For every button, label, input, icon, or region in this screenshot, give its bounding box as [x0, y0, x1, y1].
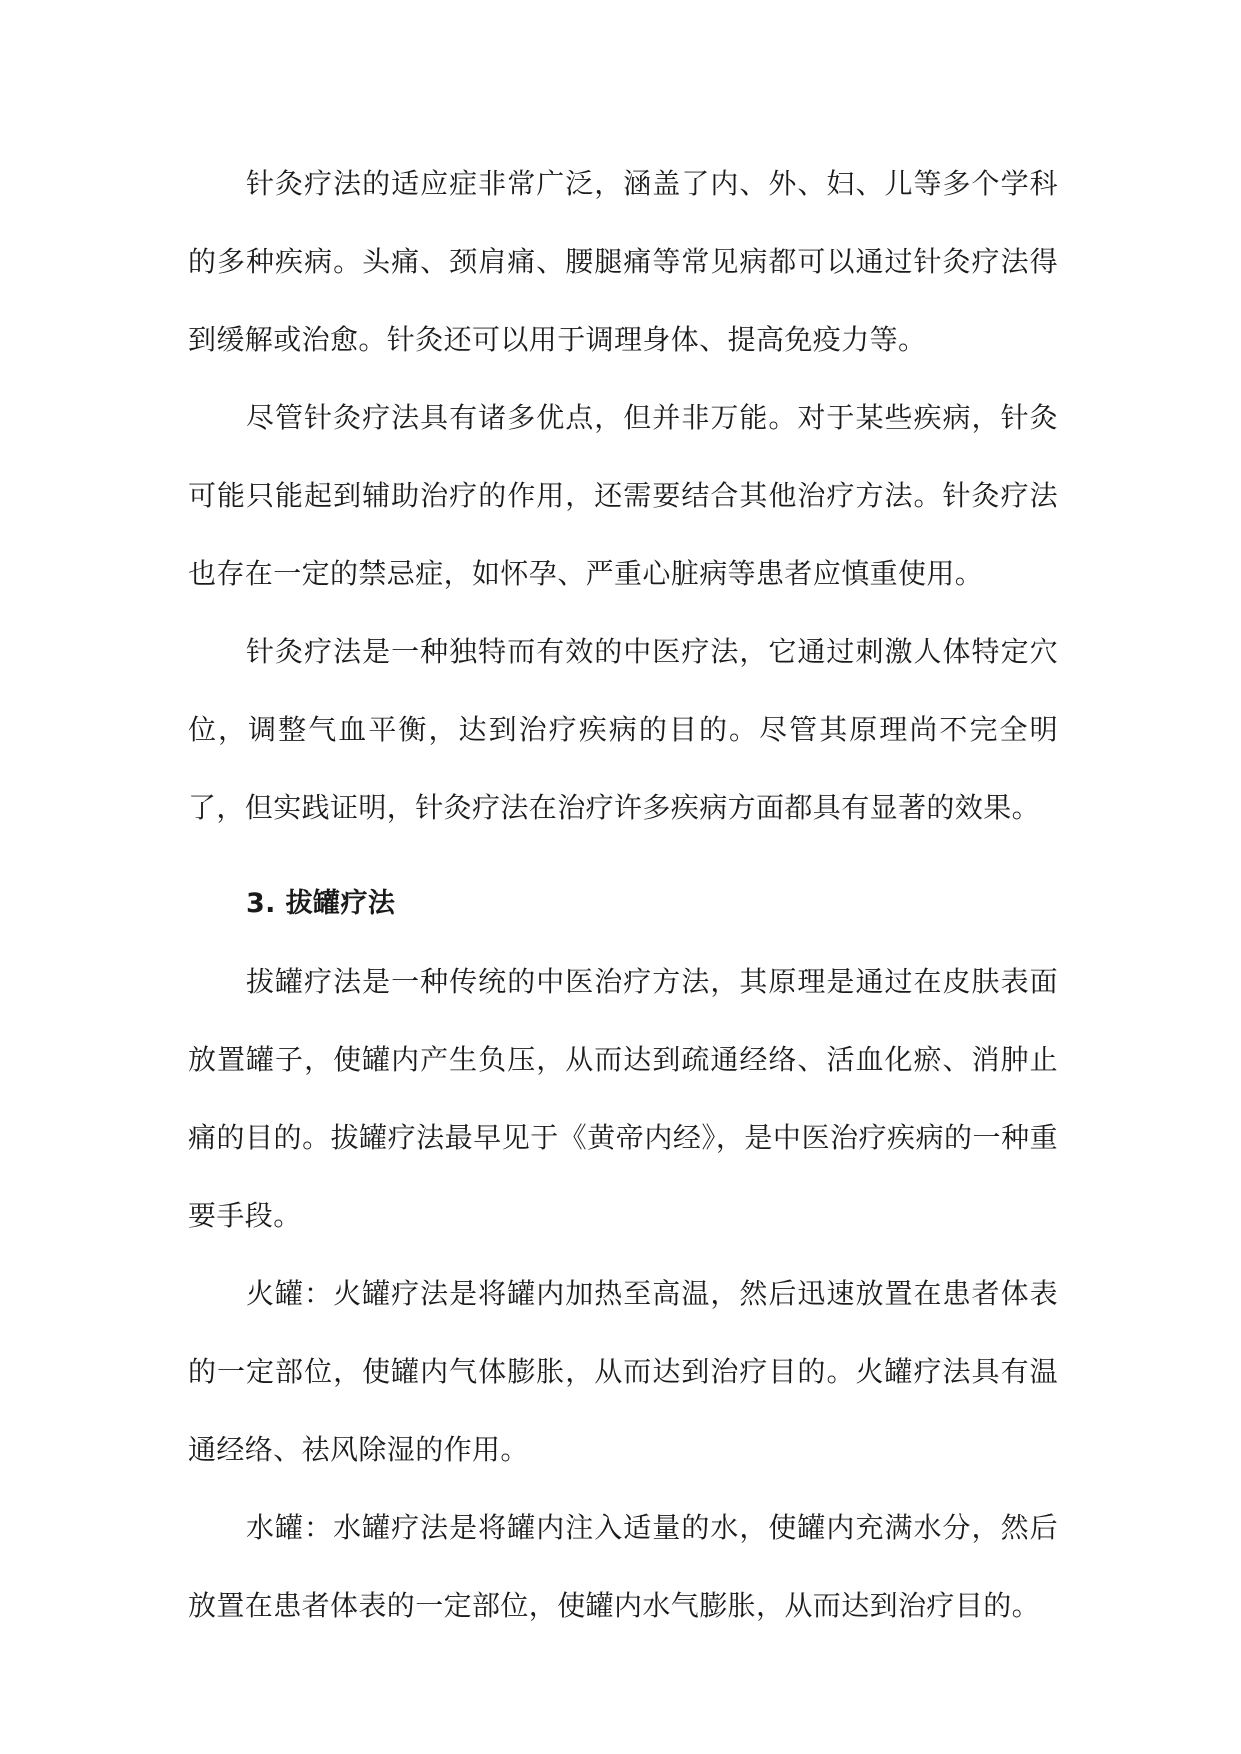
paragraph-acupuncture-limitations: 尽管针灸疗法具有诸多优点，但并非万能。对于某些疾病，针灸可能只能起到辅助治疗的作用，还需要结合其他治疗方法。针灸疗法也存在一定的禁忌症，如怀孕、严重心脏病等患者应慎重使用。 [188, 401, 1058, 590]
paragraph-water-cupping: 水罐：水罐疗法是将罐内注入适量的水，使罐内充满水分，然后放置在患者体表的一定部位，使罐内水气膨胀，从而达到治疗目的。 [188, 1511, 1058, 1622]
paragraph-fire-cupping: 火罐：火罐疗法是将罐内加热至高温，然后迅速放置在患者体表的一定部位，使罐内气体膨胀，从而达到治疗目的。火罐疗法具有温通经络、祛风除湿的作用。 [188, 1277, 1058, 1466]
paragraph-acupuncture-summary: 针灸疗法是一种独特而有效的中医疗法，它通过刺激人体特定穴位，调整气血平衡，达到治疗疾病的目的。尽管其原理尚不完全明了，但实践证明，针灸疗法在治疗许多疾病方面都具有显著的效果。 [188, 635, 1058, 824]
section-heading-cupping: 3. 拔罐疗法 [246, 888, 396, 919]
paragraph-acupuncture-indications: 针灸疗法的适应症非常广泛，涵盖了内、外、妇、儿等多个学科的多种疾病。头痛、颈肩痛、腰腿痛等常见病都可以通过针灸疗法得到缓解或治愈。针灸还可以用于调理身体、提高免疫力等。 [188, 167, 1058, 356]
paragraph-cupping-intro: 拔罐疗法是一种传统的中医治疗方法，其原理是通过在皮肤表面放置罐子，使罐内产生负压，从而达到疏通经络、活血化瘀、消肿止痛的目的。拔罐疗法最早见于《黄帝内经》，是中医治疗疾病的一种重要手段。 [188, 965, 1058, 1232]
document-body [188, 145, 1058, 1645]
